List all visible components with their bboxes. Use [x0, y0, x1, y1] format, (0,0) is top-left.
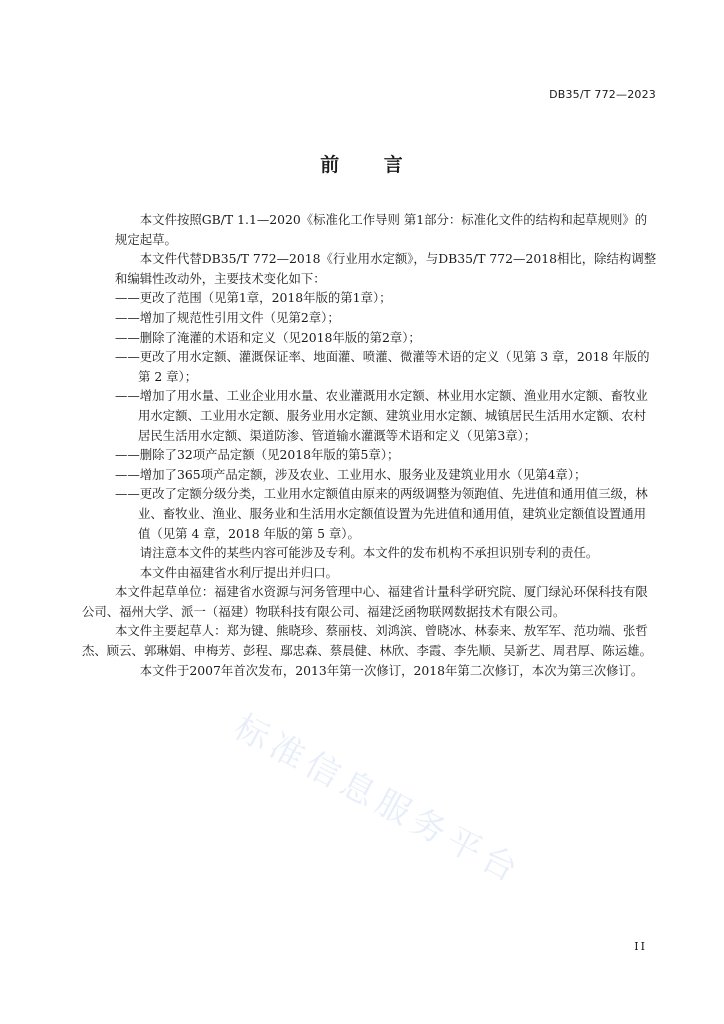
- paragraph-patent-notice: 请注意本文件的某些内容可能涉及专利。本文件的发布机构不承担识别专利的责任。: [139, 545, 599, 561]
- list-item: ——增加了规范性引用文件（见第2章）；: [115, 309, 340, 325]
- list-item: ——增加了用水量、工业企业用水量、农业灌溉用水定额、林业用水定额、渔业用水定额、畜牧业用水定额、工业用水定额、服务业用水定额、建筑业用水定额、城镇居民生活用水定额、农村居民生活用水定额、渠道防渗、管道输水灌溉等术语和定义（见第3章）；: [115, 388, 648, 443]
- document-code: DB35/T 772—2023: [549, 88, 656, 101]
- list-item: ——删除了32项产品定额（见2018年版的第5章）；: [115, 447, 400, 463]
- paragraph-proposer: 本文件由福建省水利厅提出并归口。: [139, 564, 339, 580]
- paragraph-drafting-units: 本文件起草单位：福建省水资源与河务管理中心、福建省计量科学研究院、厦门绿沁环保科技有限公司、福州大学、派一（福建）物联科技有限公司、福建泛函物联网数据技术有限公司。: [82, 584, 648, 619]
- list-item: ——更改了范围（见第1章，2018年版的第1章）；: [115, 290, 392, 306]
- change-list: [115, 288, 657, 543]
- paragraph-drafting-basis: 本文件按照GB/T 1.1—2020《标准化工作导则 第1部分：标准化文件的结构和起草规则》的规定起草。: [115, 212, 648, 247]
- paragraph-replacement: 本文件代替DB35/T 772—2018《行业用水定额》，与DB35/T 772—2018相比，除结构调整和编辑性改动外，主要技术变化如下：: [115, 251, 657, 286]
- foreword-body: [82, 210, 657, 680]
- list-item: ——删除了淹灌的术语和定义（见2018年版的第2章）；: [115, 329, 421, 345]
- paragraph-history: 本文件于2007年首次发布，2013年第一次修订，2018年第二次修订，本次为第三次修订。: [139, 662, 644, 678]
- list-item: ——更改了用水定额、灌溉保证率、地面灌、喷灌、微灌等术语的定义（见第 3 章，2018 年版的第 2 章）；: [115, 349, 650, 384]
- paragraph-drafters: 本文件主要起草人：郑为键、熊晓珍、蔡丽枝、刘鸿滨、曾晓冰、林泰来、敖军军、范功端、张哲杰、顾云、郭琳娟、申梅芳、彭程、鄢忠森、蔡晨健、林欣、李霞、李先顺、吴新艺、周君厚、陈运雄。: [82, 623, 652, 659]
- list-item: ——增加了365项产品定额，涉及农业、工业用水、服务业及建筑业用水（见第4章）；: [115, 466, 587, 482]
- list-item: ——更改了定额分级分类，工业用水定额值由原来的两级调整为领跑值、先进值和通用值三级，林业、畜牧业、渔业、服务业和生活用水定额值设置为先进值和通用值，建筑业定额值设置通用值（见第 4 章，2018 年版的第 5 章）。: [115, 486, 648, 541]
- watermark: 标准信息服务平台: [227, 707, 529, 893]
- page-title: 前 言: [320, 154, 404, 176]
- page-number: II: [634, 940, 647, 953]
